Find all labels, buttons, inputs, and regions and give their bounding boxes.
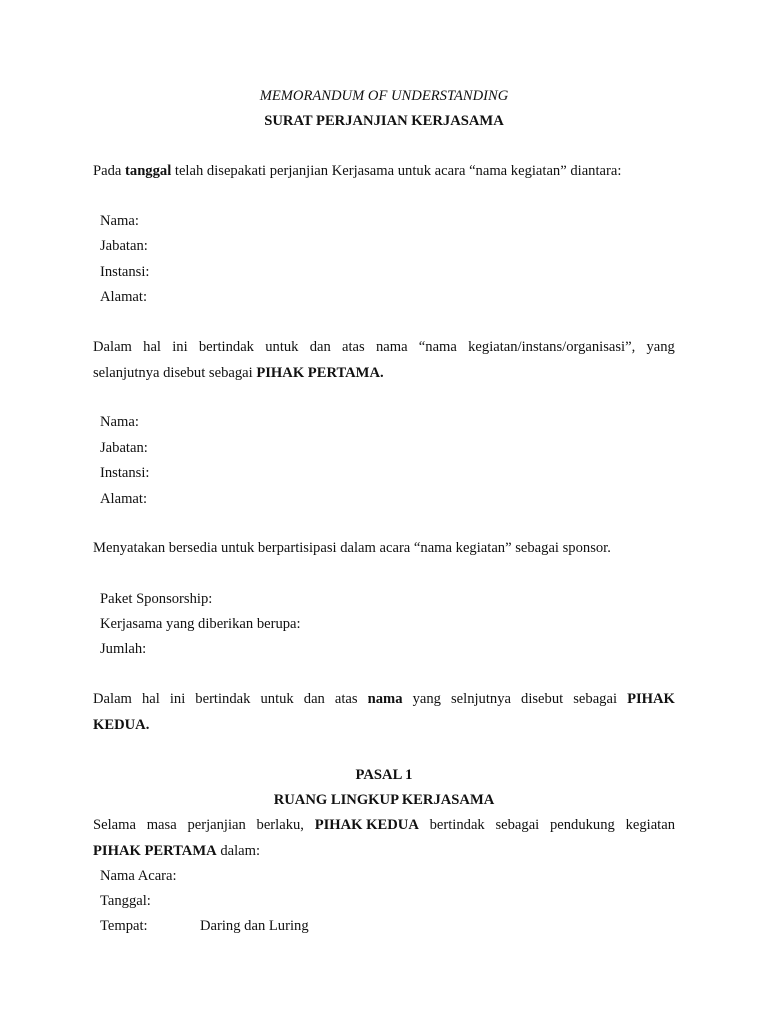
pasal-line2-post: dalam: — [216, 843, 261, 859]
word: Dalam — [93, 339, 132, 355]
word: disebut — [521, 691, 564, 707]
word: atas — [334, 691, 358, 707]
word-bold: PIHAK KEDUA — [314, 817, 419, 833]
party1-statement-line1 — [93, 338, 675, 356]
party1-nama: Nama: — [100, 213, 139, 229]
pihak-kedua-label: KEDUA. — [93, 717, 150, 733]
word: perjanjian — [187, 817, 246, 833]
word: berlaku, — [256, 817, 304, 833]
word: sebagai — [573, 691, 618, 707]
word: atas — [342, 339, 365, 355]
pasal-line2 — [93, 842, 260, 860]
party2-statement-line2 — [93, 716, 149, 734]
pihak-pertama-label: PIHAK PERTAMA — [93, 843, 217, 859]
subtitle-text: SURAT PERJANJIAN KERJASAMA — [264, 113, 504, 129]
word-bold: PIHAK — [627, 691, 675, 707]
pasal-subheading — [0, 791, 768, 809]
word-bold: nama — [367, 691, 403, 707]
word: untuk — [260, 691, 294, 707]
word: hal — [141, 691, 160, 707]
word: yang — [646, 339, 675, 355]
word: kegiatan — [625, 817, 675, 833]
opening-post: telah disepakati perjanjian Kerjasama untuk acara “nama kegiatan” diantara: — [171, 163, 622, 179]
sponsor-kerjasama: Kerjasama yang diberikan berupa: — [100, 616, 301, 632]
word: dan — [303, 691, 325, 707]
party1-instansi: Instansi: — [100, 264, 150, 280]
pasal-line1 — [93, 816, 675, 834]
document-subtitle — [0, 112, 768, 130]
opening-bold: tanggal — [125, 163, 172, 179]
word: hal — [143, 339, 161, 355]
party2-instansi: Instansi: — [100, 465, 150, 481]
word: ini — [169, 691, 186, 707]
word: ini — [172, 339, 188, 355]
word: bertindak — [195, 691, 251, 707]
opening-paragraph — [93, 162, 621, 180]
sponsor-statement: Menyatakan bersedia untuk berpartisipasi dalam acara “nama kegiatan” sebagai sponsor. — [93, 540, 611, 556]
word: kegiatan/instans/organisasi”, — [468, 339, 636, 355]
word: nama — [375, 339, 408, 355]
pasal-tanggal: Tanggal: — [100, 893, 151, 909]
word: masa — [146, 817, 177, 833]
pihak-pertama-label: PIHAK PERTAMA. — [256, 365, 384, 381]
party1-jabatan: Jabatan: — [100, 238, 148, 254]
word: dan — [309, 339, 331, 355]
pasal-tempat-label: Tempat: — [100, 918, 148, 934]
party2-nama: Nama: — [100, 414, 139, 430]
party2-statement-line1 — [93, 690, 675, 708]
pasal-tempat-value: Daring dan Luring — [200, 918, 309, 934]
party1-alamat: Alamat: — [100, 289, 148, 305]
word: bertindak — [429, 817, 485, 833]
party2-jabatan: Jabatan: — [100, 440, 148, 456]
line2-pre: selanjutnya disebut sebagai — [93, 365, 257, 381]
word: yang — [412, 691, 441, 707]
word: sebagai — [495, 817, 540, 833]
word: pendukung — [549, 817, 615, 833]
pasal-heading-text: PASAL 1 — [355, 767, 413, 783]
word: Selama — [93, 817, 136, 833]
pasal-subheading-text: RUANG LINGKUP KERJASAMA — [273, 792, 495, 808]
word: “nama — [418, 339, 457, 355]
sponsor-jumlah: Jumlah: — [100, 641, 147, 657]
pasal-heading — [0, 766, 768, 784]
pasal-nama-acara: Nama Acara: — [100, 868, 177, 884]
document-title: MEMORANDUM OF UNDERSTANDING — [259, 88, 509, 104]
party1-statement-line2 — [93, 364, 384, 382]
sponsor-paket: Paket Sponsorship: — [100, 591, 213, 607]
word: Dalam — [93, 691, 132, 707]
word: selnjutnya — [450, 691, 511, 707]
word: bertindak — [198, 339, 254, 355]
party2-alamat: Alamat: — [100, 491, 148, 507]
word: untuk — [265, 339, 299, 355]
opening-pre: Pada — [93, 163, 126, 179]
